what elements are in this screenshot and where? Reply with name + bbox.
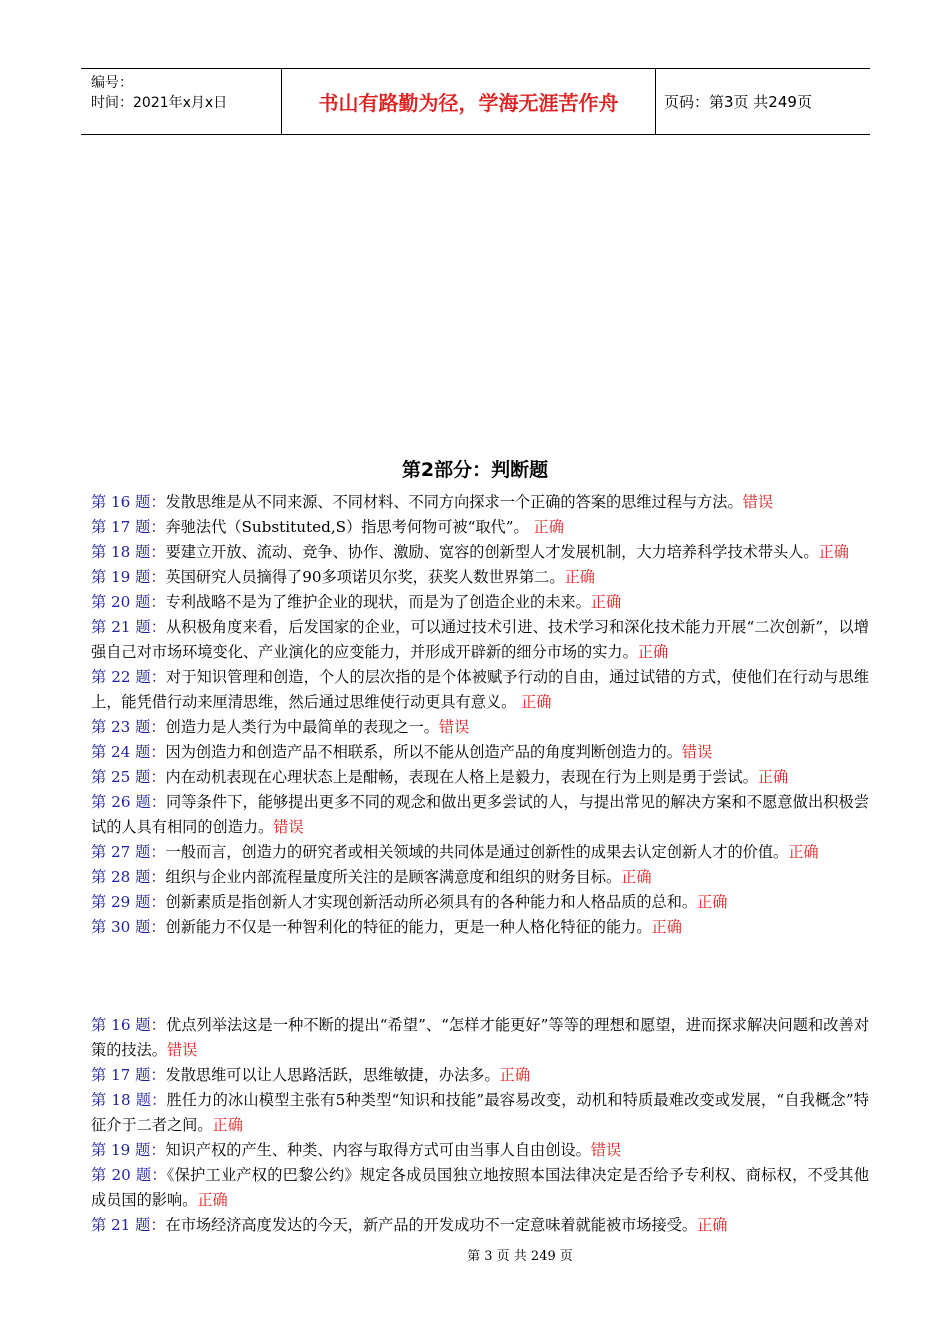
question-item <box>91 740 869 765</box>
question-text: 胜任力的冰山模型主张有5种类型“知识和技能”最容易改变，动机和特质最难改变或发展，“自我概念”特征介于二者之间。 <box>91 1091 869 1134</box>
question-item <box>91 565 869 590</box>
question-number: 第 23 题： <box>91 718 166 736</box>
question-list-part1 <box>91 490 869 940</box>
question-text: 创新素质是指创新人才实现创新活动所必须具有的各种能力和人格品质的总和。 <box>165 893 698 911</box>
question-item <box>91 1138 869 1163</box>
question-text: 从积极角度来看，后发国家的企业，可以通过技术引进、技术学习和深化技术能力开展“二次创新”，以增强自己对市场环境变化、产业演化的应变能力，并形成开辟新的细分市场的实力。 <box>91 618 869 661</box>
question-item <box>91 1063 869 1088</box>
question-number: 第 19 题： <box>91 1141 166 1159</box>
page-footer: 第 3 页 共 249 页 <box>467 1249 573 1264</box>
question-text: 优点列举法这是一种不断的提出“希望”、“怎样才能更好”等等的理想和愿望，进而探求解决问题和改善对策的技法。 <box>91 1016 870 1059</box>
question-answer: 正确 <box>818 543 849 561</box>
document-number-label: 编号： <box>91 75 133 91</box>
question-item <box>91 665 869 715</box>
question-number: 第 24 题： <box>91 743 166 761</box>
question-item <box>91 590 869 615</box>
question-number: 第 30 题： <box>91 918 166 936</box>
question-number: 第 27 题： <box>91 843 166 861</box>
question-text: 要建立开放、流动、竞争、协作、激励、宽容的创新型人才发展机制，大力培养科学技术带头人。 <box>165 543 819 561</box>
question-number: 第 25 题： <box>91 768 166 786</box>
question-item <box>91 890 869 915</box>
question-item <box>91 1163 869 1213</box>
question-item <box>91 715 869 740</box>
question-number: 第 21 题： <box>91 618 166 636</box>
question-number: 第 22 题： <box>91 668 167 686</box>
question-text: 同等条件下，能够提出更多不同的观念和做出更多尝试的人，与提出常见的解决方案和不愿意做出积极尝试的人具有相同的创造力。 <box>91 793 870 836</box>
question-answer: 正确 <box>757 768 789 786</box>
question-number: 第 17 题： <box>91 1066 166 1084</box>
question-item <box>91 865 869 890</box>
question-item <box>91 790 869 840</box>
header-motto: 书山有路勤为径，学海无涯苦作舟 <box>282 69 656 134</box>
question-text: 《保护工业产权的巴黎公约》规定各成员国独立地按照本国法律决定是否给予专利权、商标权，不受其他成员国的影响。 <box>91 1166 870 1209</box>
question-item <box>91 840 869 865</box>
question-text: 专利战略不是为了维护企业的现状，而是为了创造企业的未来。 <box>165 593 591 611</box>
question-answer: 正确 <box>621 868 652 886</box>
question-item <box>91 1013 869 1063</box>
question-text: 在市场经济高度发达的今天，新产品的开发成功不一定意味着就能被市场接受。 <box>165 1216 698 1234</box>
question-number: 第 16 题： <box>91 1016 166 1034</box>
section-title: 第2部分：判断题 <box>401 459 549 481</box>
question-text: 因为创造力和创造产品不相联系，所以不能从创造产品的角度判断创造力的。 <box>165 743 682 761</box>
question-item <box>91 490 869 515</box>
question-number: 第 18 题： <box>91 543 166 561</box>
question-item <box>91 1213 869 1238</box>
question-item <box>91 540 869 565</box>
question-text: 创新能力不仅是一种智利化的特征的能力，更是一种人格化特征的能力。 <box>165 918 652 936</box>
question-item <box>91 765 869 790</box>
question-number: 第 19 题： <box>91 568 166 586</box>
question-answer: 正确 <box>521 693 552 711</box>
question-item <box>91 615 869 665</box>
document-time-label: 时间：2021年x月x日 <box>91 95 228 111</box>
header-meta <box>81 69 282 134</box>
question-answer: 正确 <box>499 1066 531 1084</box>
page-header <box>81 68 870 135</box>
question-text: 组织与企业内部流程量度所关注的是顾客满意度和组织的财务目标。 <box>165 868 622 886</box>
question-answer: 正确 <box>564 568 595 586</box>
question-answer: 正确 <box>197 1191 228 1209</box>
question-answer: 正确 <box>788 843 819 861</box>
question-number: 第 18 题： <box>91 1091 167 1109</box>
question-text: 发散思维可以让人思路活跃，思维敏捷，办法多。 <box>165 1066 500 1084</box>
question-text: 发散思维是从不同来源、不同材料、不同方向探求一个正确的答案的思维过程与方法。 <box>165 493 743 511</box>
question-text: 内在动机表现在心理状态上是酣畅，表现在人格上是毅力，表现在行为上则是勇于尝试。 <box>165 768 758 786</box>
question-answer: 正确 <box>697 893 728 911</box>
question-answer: 错误 <box>438 718 470 736</box>
question-number: 第 16 题： <box>91 493 166 511</box>
question-number: 第 21 题： <box>91 1216 166 1234</box>
question-text: 创造力是人类行为中最简单的表现之一。 <box>165 718 439 736</box>
question-text: 英国研究人员摘得了90多项诺贝尔奖，获奖人数世界第二。 <box>165 568 565 586</box>
question-text: 一般而言，创造力的研究者或相关领域的共同体是通过创新性的成果去认定创新人才的价值。 <box>165 843 789 861</box>
question-answer: 正确 <box>533 518 564 536</box>
question-number: 第 26 题： <box>91 793 167 811</box>
question-number: 第 20 题： <box>91 1166 167 1184</box>
question-number: 第 28 题： <box>91 868 166 886</box>
question-answer: 正确 <box>651 918 682 936</box>
question-item <box>91 515 869 540</box>
question-text: 知识产权的产生、种类、内容与取得方式可由当事人自由创设。 <box>165 1141 591 1159</box>
question-answer: 正确 <box>212 1116 243 1134</box>
question-answer: 错误 <box>681 743 713 761</box>
question-text: 对于知识管理和创造，个人的层次指的是个体被赋予行动的自由，通过试错的方式，使他们在行动与思维上，能凭借行动来厘清思维，然后通过思维使行动更具有意义。 <box>91 668 870 711</box>
question-answer: 错误 <box>273 818 304 836</box>
question-answer: 正确 <box>590 593 622 611</box>
question-item <box>91 1088 869 1138</box>
question-item <box>91 915 869 940</box>
question-number: 第 29 题： <box>91 893 166 911</box>
question-answer: 正确 <box>637 643 669 661</box>
question-answer: 错误 <box>590 1141 622 1159</box>
question-answer: 错误 <box>742 493 774 511</box>
question-list-part2 <box>91 1013 869 1238</box>
question-answer: 错误 <box>166 1041 198 1059</box>
question-text: 奔驰法代（Substituted,S）指思考何物可被“取代”。 <box>165 518 534 536</box>
question-number: 第 20 题： <box>91 593 166 611</box>
question-number: 第 17 题： <box>91 518 166 536</box>
question-answer: 正确 <box>697 1216 728 1234</box>
header-page-info: 页码：第3页 共249页 <box>664 93 812 111</box>
